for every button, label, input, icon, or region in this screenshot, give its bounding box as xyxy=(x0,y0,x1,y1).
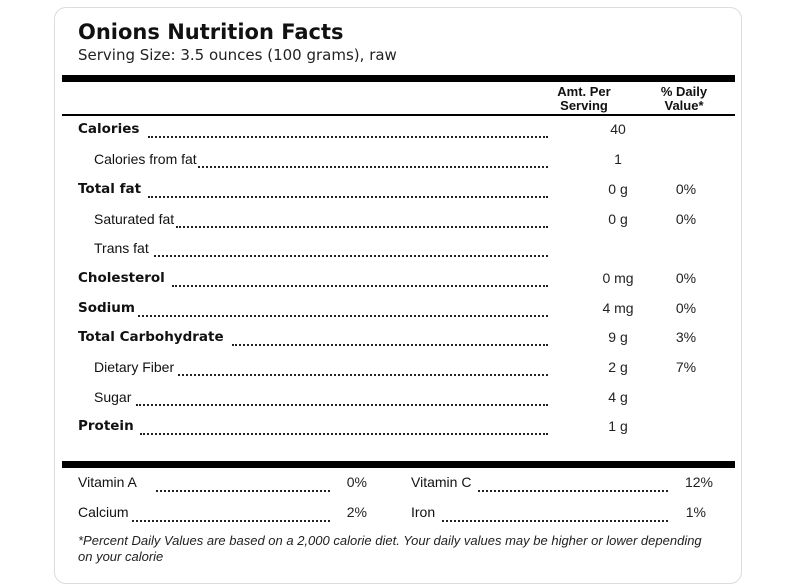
nutrient-row-sodium xyxy=(78,300,735,322)
leader-dots xyxy=(138,315,548,317)
leader-dots xyxy=(136,404,548,406)
mineral-pct-calcium: 2% xyxy=(346,504,367,520)
mineral-label-calcium: Calcium xyxy=(78,504,129,520)
daily-value-header-line1: % Daily xyxy=(660,84,708,99)
nutrient-label: Total Carbohydrate xyxy=(78,329,224,345)
nutrient-label: Cholesterol xyxy=(78,270,165,286)
nutrient-amount: 0 g xyxy=(608,181,628,197)
vitamin-pct-vitamin-c: 12% xyxy=(684,474,713,490)
leader-dots xyxy=(140,433,548,435)
nutrient-label: Saturated fat xyxy=(94,211,175,227)
nutrient-row-calories-from-fat xyxy=(78,151,735,173)
nutrient-row-sugar xyxy=(78,389,735,411)
daily-value-header xyxy=(650,85,718,113)
amount-per-serving-header xyxy=(548,85,620,113)
nutrient-amount: 0 mg xyxy=(602,270,634,286)
leader-dots xyxy=(148,196,548,198)
leader-dots xyxy=(156,490,330,492)
leader-dots xyxy=(154,255,548,257)
nutrient-amount: 9 g xyxy=(608,329,628,345)
nutrient-row-dietary-fiber xyxy=(78,359,735,381)
nutrient-daily-value: 0% xyxy=(675,211,697,227)
nutrient-label: Total fat xyxy=(78,181,142,197)
nutrient-amount: 1 xyxy=(614,151,622,167)
leader-dots xyxy=(178,374,548,376)
leader-dots xyxy=(198,166,548,168)
nutrient-daily-value: 0% xyxy=(675,181,697,197)
page-title: Onions Nutrition Facts xyxy=(78,20,344,44)
nutrient-amount: 2 g xyxy=(608,359,628,375)
nutrient-daily-value: 7% xyxy=(675,359,697,375)
vitamins-divider-thick xyxy=(62,461,735,468)
amount-header-line2: Serving xyxy=(560,98,608,113)
leader-dots xyxy=(478,490,668,492)
nutrient-row-protein xyxy=(78,418,735,440)
nutrient-row-total-fat xyxy=(78,181,735,203)
nutrient-row-cholesterol xyxy=(78,270,735,292)
leader-dots xyxy=(176,226,548,228)
nutrient-label: Sugar xyxy=(94,389,132,405)
nutrient-label: Sodium xyxy=(78,300,135,316)
leader-dots xyxy=(148,136,548,138)
nutrient-amount: 0 g xyxy=(608,211,628,227)
nutrient-row-calories xyxy=(78,121,735,143)
amount-header-line1: Amt. Per xyxy=(557,84,611,99)
nutrient-amount: 1 g xyxy=(608,418,628,434)
header-divider-thin xyxy=(62,114,735,116)
header-divider-thick xyxy=(62,75,735,82)
mineral-pct-iron: 1% xyxy=(685,504,706,520)
nutrient-daily-value: 0% xyxy=(675,300,697,316)
mineral-label-iron: Iron xyxy=(411,504,436,520)
nutrient-row-total-carbohydrate xyxy=(78,329,735,351)
nutrient-row-saturated-fat xyxy=(78,211,735,233)
nutrient-daily-value: 3% xyxy=(675,329,697,345)
daily-value-header-line2: Value* xyxy=(664,98,704,113)
vitamin-label-vitamin-a: Vitamin A xyxy=(78,474,137,490)
leader-dots xyxy=(132,520,330,522)
nutrient-label: Trans fat xyxy=(94,240,149,256)
vitamin-label-vitamin-c: Vitamin C xyxy=(411,474,472,490)
nutrient-label: Dietary Fiber xyxy=(94,359,175,375)
daily-values-footnote: *Percent Daily Values are based on a 2,000 calorie diet. Your daily values may be higher or lower depending on your calorie xyxy=(78,533,702,564)
nutrient-amount: 4 mg xyxy=(602,300,634,316)
nutrient-label: Calories xyxy=(78,121,140,137)
nutrient-label: Calories from fat xyxy=(94,151,197,167)
nutrient-daily-value: 0% xyxy=(675,270,697,286)
leader-dots xyxy=(442,520,668,522)
nutrient-row-trans-fat xyxy=(78,240,735,262)
vitamin-pct-vitamin-a: 0% xyxy=(346,474,367,490)
nutrition-card xyxy=(54,7,742,584)
serving-size: Serving Size: 3.5 ounces (100 grams), raw xyxy=(78,46,397,64)
leader-dots xyxy=(172,285,548,287)
nutrient-amount: 40 xyxy=(610,121,626,137)
leader-dots xyxy=(232,344,548,346)
nutrient-label: Protein xyxy=(78,418,134,434)
nutrient-amount: 4 g xyxy=(608,389,628,405)
